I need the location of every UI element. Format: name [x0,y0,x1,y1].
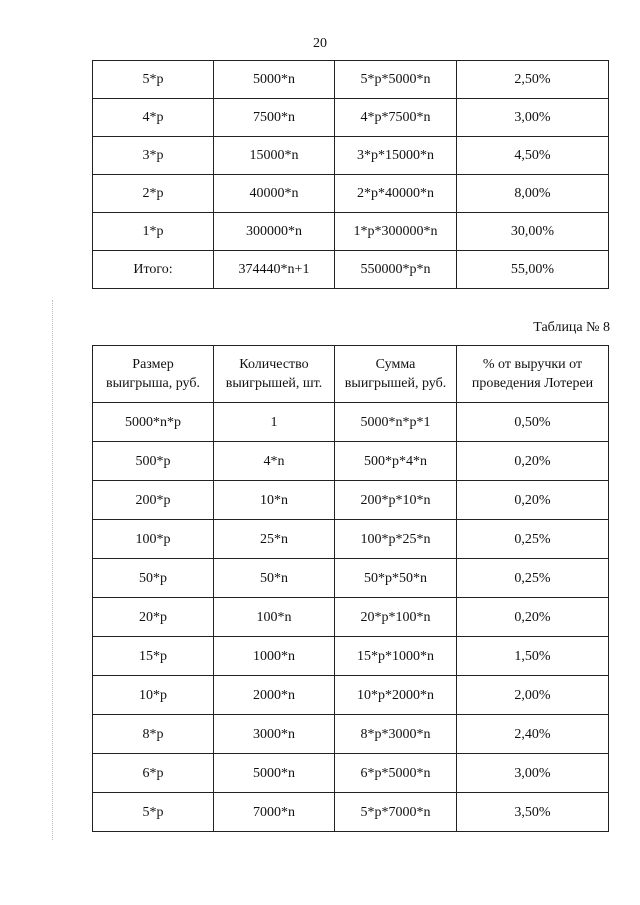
table-row [93,715,609,754]
cell-prize-size: 1*p [93,213,214,251]
header-line: выигрыша, руб. [106,376,200,391]
cell-prize-sum: 15*p*1000*n [335,637,457,676]
table-row [93,520,609,559]
cell-prize-size: 3*p [93,137,214,175]
cell-prize-sum: 20*p*100*n [335,598,457,637]
prize-table-continued [92,60,609,289]
cell-prize-sum: 5*p*7000*n [335,793,457,832]
cell-prize-sum: 5*p*5000*n [335,61,457,99]
cell-prize-count: 1 [214,403,335,442]
cell-prize-sum: 8*p*3000*n [335,715,457,754]
cell-prize-size: 8*p [93,715,214,754]
header-prize-size [93,346,214,403]
table-caption: Таблица № 8 [533,320,610,335]
cell-revenue-percent: 0,25% [457,559,609,598]
table-row [93,137,609,175]
header-line: выигрышей, руб. [344,376,447,391]
table-row [93,559,609,598]
prize-table-8-body [93,403,609,832]
cell-prize-sum: 10*p*2000*n [335,676,457,715]
cell-revenue-percent: 4,50% [457,137,609,175]
cell-prize-count: 50*n [214,559,335,598]
cell-revenue-percent: 0,20% [457,442,609,481]
cell-prize-sum: 100*p*25*n [335,520,457,559]
cell-prize-count: 4*n [214,442,335,481]
cell-prize-count: 374440*n+1 [214,251,335,289]
cell-prize-sum: 500*p*4*n [335,442,457,481]
cell-prize-count: 7000*n [214,793,335,832]
header-line: проведения Лотереи [471,376,594,391]
table-row [93,213,609,251]
cell-prize-size: 5*p [93,61,214,99]
cell-revenue-percent: 2,40% [457,715,609,754]
header-line: % от выручки от [482,357,583,372]
cell-prize-size: 2*p [93,175,214,213]
cell-revenue-percent: 55,00% [457,251,609,289]
table-row [93,403,609,442]
cell-prize-count: 7500*n [214,99,335,137]
cell-prize-count: 300000*n [214,213,335,251]
cell-prize-count: 10*n [214,481,335,520]
cell-prize-size: 5*p [93,793,214,832]
cell-prize-sum: 1*p*300000*n [335,213,457,251]
cell-revenue-percent: 30,00% [457,213,609,251]
cell-prize-count: 1000*n [214,637,335,676]
table-row [93,481,609,520]
cell-prize-count: 3000*n [214,715,335,754]
cell-prize-size: 6*p [93,754,214,793]
table-row [93,251,609,289]
cell-revenue-percent: 3,50% [457,793,609,832]
header-prize-sum [335,346,457,403]
cell-prize-count: 2000*n [214,676,335,715]
header-line: выигрышей, шт. [225,376,323,391]
prize-table-8 [92,345,609,832]
header-line: Сумма [375,357,416,372]
table-row [93,637,609,676]
cell-prize-size: 20*p [93,598,214,637]
cell-prize-size: 50*p [93,559,214,598]
cell-prize-sum: 2*p*40000*n [335,175,457,213]
cell-prize-count: 5000*n [214,61,335,99]
scan-margin-mark [52,300,54,840]
cell-prize-sum: 50*p*50*n [335,559,457,598]
cell-revenue-percent: 3,00% [457,99,609,137]
cell-prize-sum: 200*p*10*n [335,481,457,520]
table-row [93,61,609,99]
cell-prize-size: 4*p [93,99,214,137]
cell-prize-size: 5000*n*p [93,403,214,442]
table-row [93,442,609,481]
cell-revenue-percent: 8,00% [457,175,609,213]
cell-revenue-percent: 2,00% [457,676,609,715]
cell-prize-count: 25*n [214,520,335,559]
table-row [93,676,609,715]
cell-prize-sum: 4*p*7500*n [335,99,457,137]
page-number: 20 [313,36,327,51]
table-row [93,598,609,637]
cell-prize-count: 5000*n [214,754,335,793]
header-line: Размер [132,357,174,372]
cell-prize-size: 10*p [93,676,214,715]
table-row [93,793,609,832]
cell-revenue-percent: 1,50% [457,637,609,676]
prize-table-continued-body [93,61,609,289]
cell-prize-sum: 5000*n*p*1 [335,403,457,442]
cell-revenue-percent: 0,25% [457,520,609,559]
cell-prize-size: 100*p [93,520,214,559]
cell-prize-size: 500*p [93,442,214,481]
cell-prize-sum: 3*p*15000*n [335,137,457,175]
table-header-row [93,346,609,403]
cell-revenue-percent: 3,00% [457,754,609,793]
cell-revenue-percent: 2,50% [457,61,609,99]
cell-prize-count: 40000*n [214,175,335,213]
cell-prize-sum: 550000*p*n [335,251,457,289]
header-prize-count [214,346,335,403]
header-line: Количество [239,357,309,372]
table-row [93,754,609,793]
cell-prize-count: 100*n [214,598,335,637]
table-row [93,175,609,213]
cell-prize-count: 15000*n [214,137,335,175]
cell-revenue-percent: 0,20% [457,598,609,637]
cell-revenue-percent: 0,20% [457,481,609,520]
cell-prize-sum: 6*p*5000*n [335,754,457,793]
cell-prize-size: 15*p [93,637,214,676]
cell-prize-size: 200*p [93,481,214,520]
header-revenue-percent [457,346,609,403]
cell-prize-size: Итого: [93,251,214,289]
cell-revenue-percent: 0,50% [457,403,609,442]
table-row [93,99,609,137]
